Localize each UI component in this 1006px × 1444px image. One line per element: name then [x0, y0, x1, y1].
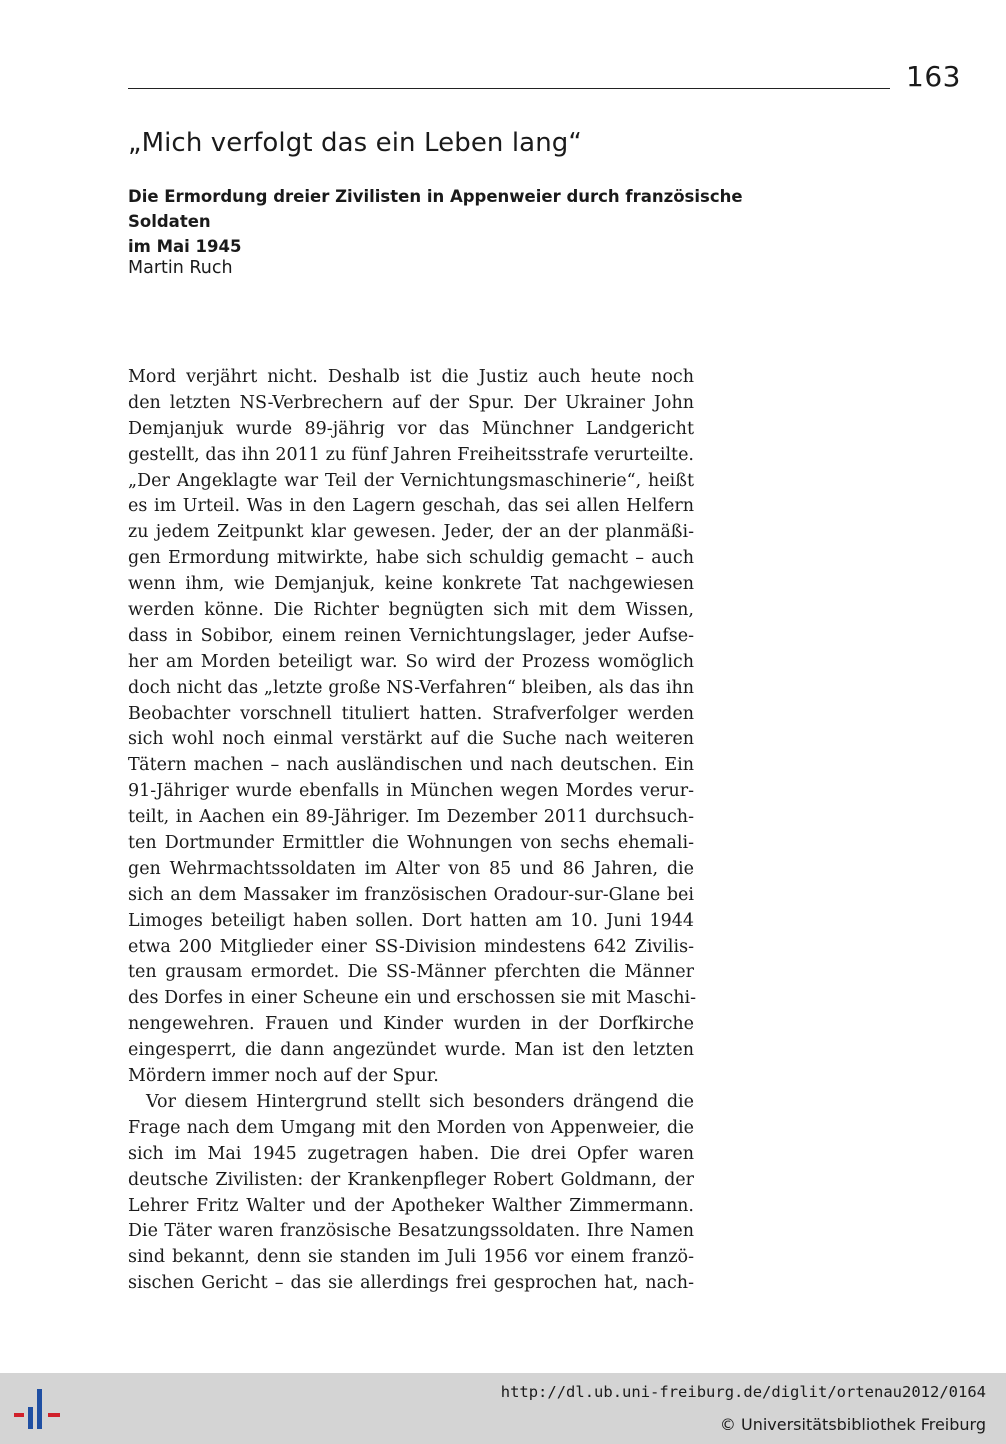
body-line: 91-Jähriger wurde ebenfalls in München wegen Mordes verur-	[128, 781, 694, 802]
body-line: Lehrer Fritz Walter und der Apotheker Walther Zimmermann.	[128, 1195, 694, 1216]
body-line: sischen Gericht – das sie allerdings frei gesprochen hat, nach-	[128, 1273, 694, 1294]
article-subtitle-line: im Mai 1945	[128, 237, 242, 256]
body-line: dass in Sobibor, einem reinen Vernichtungslager, jeder Aufse-	[128, 625, 694, 646]
body-line: zu jedem Zeitpunkt klar gewesen. Jeder, der an der planmäßi-	[128, 522, 694, 543]
body-line: ten grausam ermordet. Die SS-Männer pferchten die Männer	[128, 962, 694, 983]
body-line: sich an dem Massaker im französischen Oradour-sur-Glane bei	[128, 884, 694, 905]
body-line: her am Morden beteiligt war. So wird der Prozess womöglich	[128, 651, 694, 672]
body-line: gen Wehrmachtssoldaten im Alter von 85 und 86 Jahren, die	[128, 858, 694, 879]
body-line: Tätern machen – nach ausländischen und nach deutschen. Ein	[128, 755, 694, 776]
body-line: Frage nach dem Umgang mit den Morden von Appenweier, die	[128, 1117, 694, 1138]
body-text	[128, 365, 694, 1297]
body-line: Mördern immer noch auf der Spur.	[128, 1066, 439, 1087]
body-line: gestellt, das ihn 2011 zu fünf Jahren Freiheitsstrafe verurteilte.	[128, 444, 694, 465]
body-line: Vor diesem Hintergrund stellt sich besonders drängend die	[146, 1091, 694, 1112]
body-line: den letzten NS-Verbrechern auf der Spur. Der Ukrainer John	[128, 392, 694, 413]
body-line: es im Urteil. Was in den Lagern geschah, das sei allen Helfern	[128, 496, 694, 517]
body-line: werden könne. Die Richter begnügten sich mit dem Wissen,	[128, 600, 694, 621]
footer-url-link[interactable]: http://dl.ub.uni-freiburg.de/diglit/ortenau2012/0164	[500, 1383, 986, 1401]
body-line: eingesperrt, die dann angezündet wurde. Man ist den letzten	[128, 1040, 694, 1061]
header-rule	[128, 88, 890, 89]
body-line: Demjanjuk wurde 89-jährig vor das Münchner Landgericht	[128, 418, 694, 439]
page-number: 163	[906, 60, 961, 93]
body-line: sind bekannt, denn sie standen im Juli 1956 vor einem franzö-	[128, 1247, 694, 1268]
body-line: gen Ermordung mitwirkte, habe sich schuldig gemacht – auch	[128, 548, 694, 569]
body-line: doch nicht das „letzte große NS-Verfahren“ bleiben, als das ihn	[128, 677, 694, 698]
body-line: ten Dortmunder Ermittler die Wohnungen von sechs ehemali-	[128, 833, 694, 854]
article-title: „Mich verfolgt das ein Leben lang“	[128, 128, 582, 158]
body-line: „Der Angeklagte war Teil der Vernichtungsmaschinerie“, heißt	[128, 470, 694, 491]
body-line: Limoges beteiligt haben sollen. Dort hatten am 10. Juni 1944	[128, 910, 694, 931]
body-line: Die Täter waren französische Besatzungssoldaten. Ihre Namen	[128, 1221, 694, 1242]
article-author: Martin Ruch	[128, 258, 233, 278]
footer-copyright: © Universitätsbibliothek Freiburg	[719, 1415, 986, 1434]
body-line: des Dorfes in einer Scheune ein und erschossen sie mit Maschi-	[128, 988, 696, 1009]
body-line: etwa 200 Mitglieder einer SS-Division mindestens 642 Zivilis-	[128, 936, 694, 957]
body-line: nengewehren. Frauen und Kinder wurden in der Dorfkirche	[128, 1014, 694, 1035]
body-line: sich wohl noch einmal verstärkt auf die Suche nach weiteren	[128, 729, 694, 750]
article-subtitle-line: Die Ermordung dreier Zivilisten in Appenweier durch französische Soldaten	[128, 187, 743, 231]
body-line: sich im Mai 1945 zugetragen haben. Die drei Opfer waren	[128, 1143, 694, 1164]
ub-freiburg-logo-icon	[12, 1383, 66, 1435]
footer-bar	[0, 1373, 1006, 1444]
body-line: Beobachter vorschnell tituliert hatten. Strafverfolger werden	[128, 703, 694, 724]
article-subtitle	[128, 184, 828, 259]
body-line: Mord verjährt nicht. Deshalb ist die Justiz auch heute noch	[128, 367, 694, 387]
body-line: deutsche Zivilisten: der Krankenpfleger Robert Goldmann, der	[128, 1169, 694, 1190]
body-line: teilt, in Aachen ein 89-Jähriger. Im Dezember 2011 durchsuch-	[128, 807, 694, 828]
body-line: wenn ihm, wie Demjanjuk, keine konkrete Tat nachgewiesen	[128, 574, 694, 595]
